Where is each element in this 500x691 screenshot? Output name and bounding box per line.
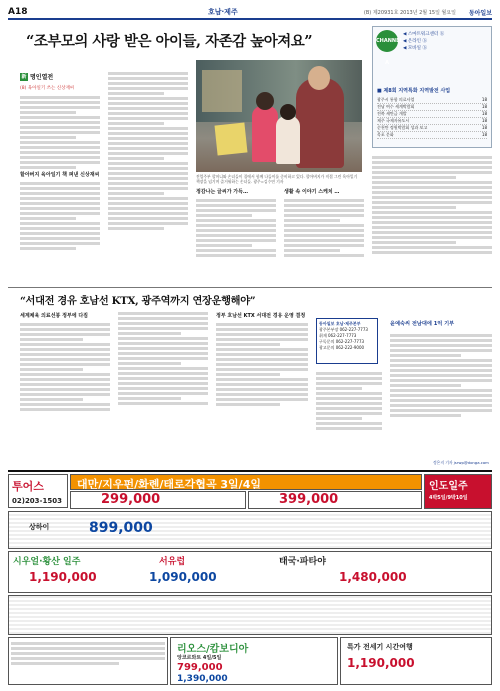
- contact-line: 취재 062-227-7773: [319, 333, 357, 338]
- article2-col-1: [20, 310, 110, 462]
- sidebar-list: [377, 97, 487, 139]
- paper-name: 동아일보: [468, 9, 492, 17]
- page-header: [8, 6, 492, 20]
- contact-line: 구독문의 062-227-7773: [319, 339, 365, 344]
- ad-price: 1,090,000: [149, 570, 217, 584]
- ad-bottom-left[interactable]: [8, 637, 168, 685]
- article3-col-1: [390, 332, 492, 458]
- article-subhead: 정부 호남선 KTX 서대전 경유 운영 결정: [216, 313, 306, 319]
- article-subhead: 정감나는 글씨가 가득…: [196, 189, 248, 195]
- article-subhead: 생활 속 이야기 스케치 …: [284, 189, 340, 195]
- article2-col-4: [316, 370, 382, 462]
- article-col-1: [20, 94, 100, 284]
- sidebar-nav: [403, 31, 444, 52]
- ad-bottom-main[interactable]: [170, 637, 338, 685]
- article-col-3: [196, 186, 276, 284]
- ad-dest: 서유럽: [159, 557, 186, 567]
- list-item[interactable]: 목포 문화 18: [377, 132, 487, 137]
- photo-caption: 전업주부 할머니와 손녀들이 집에서 함께 나들이를 준비하고 있다. 할아버지가 직접 그린 육아일기 책장을 넘기며 즐거워하는 손녀들. 광주=김수연 기자: [196, 174, 358, 184]
- nav-item[interactable]: ◀ 모바일 ⓑ: [403, 46, 427, 51]
- ad-price: 299,000: [101, 492, 161, 507]
- ad-section: [8, 470, 492, 684]
- nav-item[interactable]: ◀ 온라인 ⓑ: [403, 39, 427, 44]
- article2-col-2: [118, 310, 208, 462]
- series-name: 명인열전: [30, 74, 54, 81]
- ad-india-title: 인도일주: [429, 481, 468, 492]
- series-sub: (8) 육아일기 쓰는 신상재씨: [20, 86, 75, 91]
- article2-col-3: [216, 310, 308, 462]
- list-item[interactable]: 제주 국제자유도시 18: [377, 118, 487, 123]
- second-headline: “서대전 경유 호남선 KTX, 광주역까지 연장운행해야”: [20, 295, 256, 307]
- main-headline: “조부모의 사랑 받은 아이들, 자존감 높아져요”: [26, 33, 313, 50]
- ad-dest: 상하이: [29, 523, 50, 531]
- article-col-4: [284, 186, 364, 284]
- article-col-5: [372, 154, 492, 284]
- contact-line: 광주본부장 062-227-7773: [319, 327, 368, 332]
- issue-date: (B) 제20931호 2013년 2월 15일 월요일: [363, 9, 456, 16]
- ad-row-3[interactable]: [8, 551, 492, 593]
- ad-dest: 리오스/캄보디아: [177, 644, 249, 655]
- ad-price: 1,480,000: [339, 570, 407, 584]
- section-title: 호남·제주: [208, 8, 238, 16]
- list-item[interactable]: 순천만 정원박람회 성과 보고 18: [377, 125, 487, 130]
- ad-brand: 투어스: [12, 480, 44, 493]
- ad-row-2[interactable]: [8, 511, 492, 549]
- ad-price: 399,000: [279, 492, 339, 507]
- ad-row-4[interactable]: [8, 595, 492, 635]
- ad-main-title: 대만/지우펀/화롄/태로각협곡 3일/4일: [77, 478, 261, 490]
- contact-line: 광고문의 062-222-9000: [319, 345, 365, 350]
- ad-price-box-1[interactable]: [70, 491, 246, 509]
- ad-india[interactable]: [424, 474, 492, 509]
- article-subhead: 세계체육 의료선봉 정부에 다짐: [20, 313, 89, 319]
- list-item[interactable]: 전남 여수 세계박람회 18: [377, 104, 487, 109]
- sidebar-title: ■ 제8회 지역특화 지역발전 사업: [377, 88, 451, 94]
- nav-item[interactable]: ◀ 스마트워크센터 ⓑ: [403, 32, 445, 37]
- ad-price: 799,000: [177, 662, 223, 673]
- channel-logo: CHANNEL A: [376, 30, 398, 52]
- section-divider: [8, 287, 492, 288]
- series-byline: [20, 72, 110, 81]
- ad-bottom-right[interactable]: [340, 637, 492, 685]
- article-photo: [196, 60, 362, 172]
- ad-india-sub: 4박5일/9박10일: [429, 495, 468, 501]
- contact-box: [316, 318, 378, 364]
- ad-dest: 태국·파타야: [279, 557, 326, 567]
- ad-price: 1,190,000: [29, 570, 97, 584]
- right-article-headline: 윤예숙씨 전남대에 1억 기부: [390, 321, 455, 327]
- ad-main-banner[interactable]: [70, 474, 422, 490]
- ad-tours[interactable]: [8, 474, 68, 508]
- ad-price-box-2[interactable]: [248, 491, 422, 509]
- list-item[interactable]: 전북 새만금 개발 18: [377, 111, 487, 116]
- ad-price: 899,000: [89, 520, 153, 536]
- ad-sub: 앙코르와트 4일/5일: [177, 655, 222, 661]
- ad-price: 1,190,000: [347, 656, 415, 670]
- ad-price: 1,390,000: [177, 674, 228, 684]
- series-tag: 新: [21, 73, 27, 80]
- list-item[interactable]: 광주시 통합 의료사업 18: [377, 97, 487, 102]
- ad-dest: 시우얼·황산 일주: [13, 557, 81, 567]
- page-number: A18: [8, 7, 28, 17]
- sidebar-box: [372, 26, 492, 148]
- article-col-2: [108, 70, 188, 284]
- article-subhead: 할아버지 육아일기 책 펴낸 신상재씨: [20, 172, 100, 178]
- reporter-email[interactable]: 정은지 기자 jsrwp@donga.com: [433, 460, 489, 465]
- ad-dest: 특가 전세기 시간여행: [347, 643, 413, 651]
- contact-title: 동아일보 호남·제주본부: [319, 321, 361, 326]
- ad-phone: 02)203-1503: [12, 497, 62, 505]
